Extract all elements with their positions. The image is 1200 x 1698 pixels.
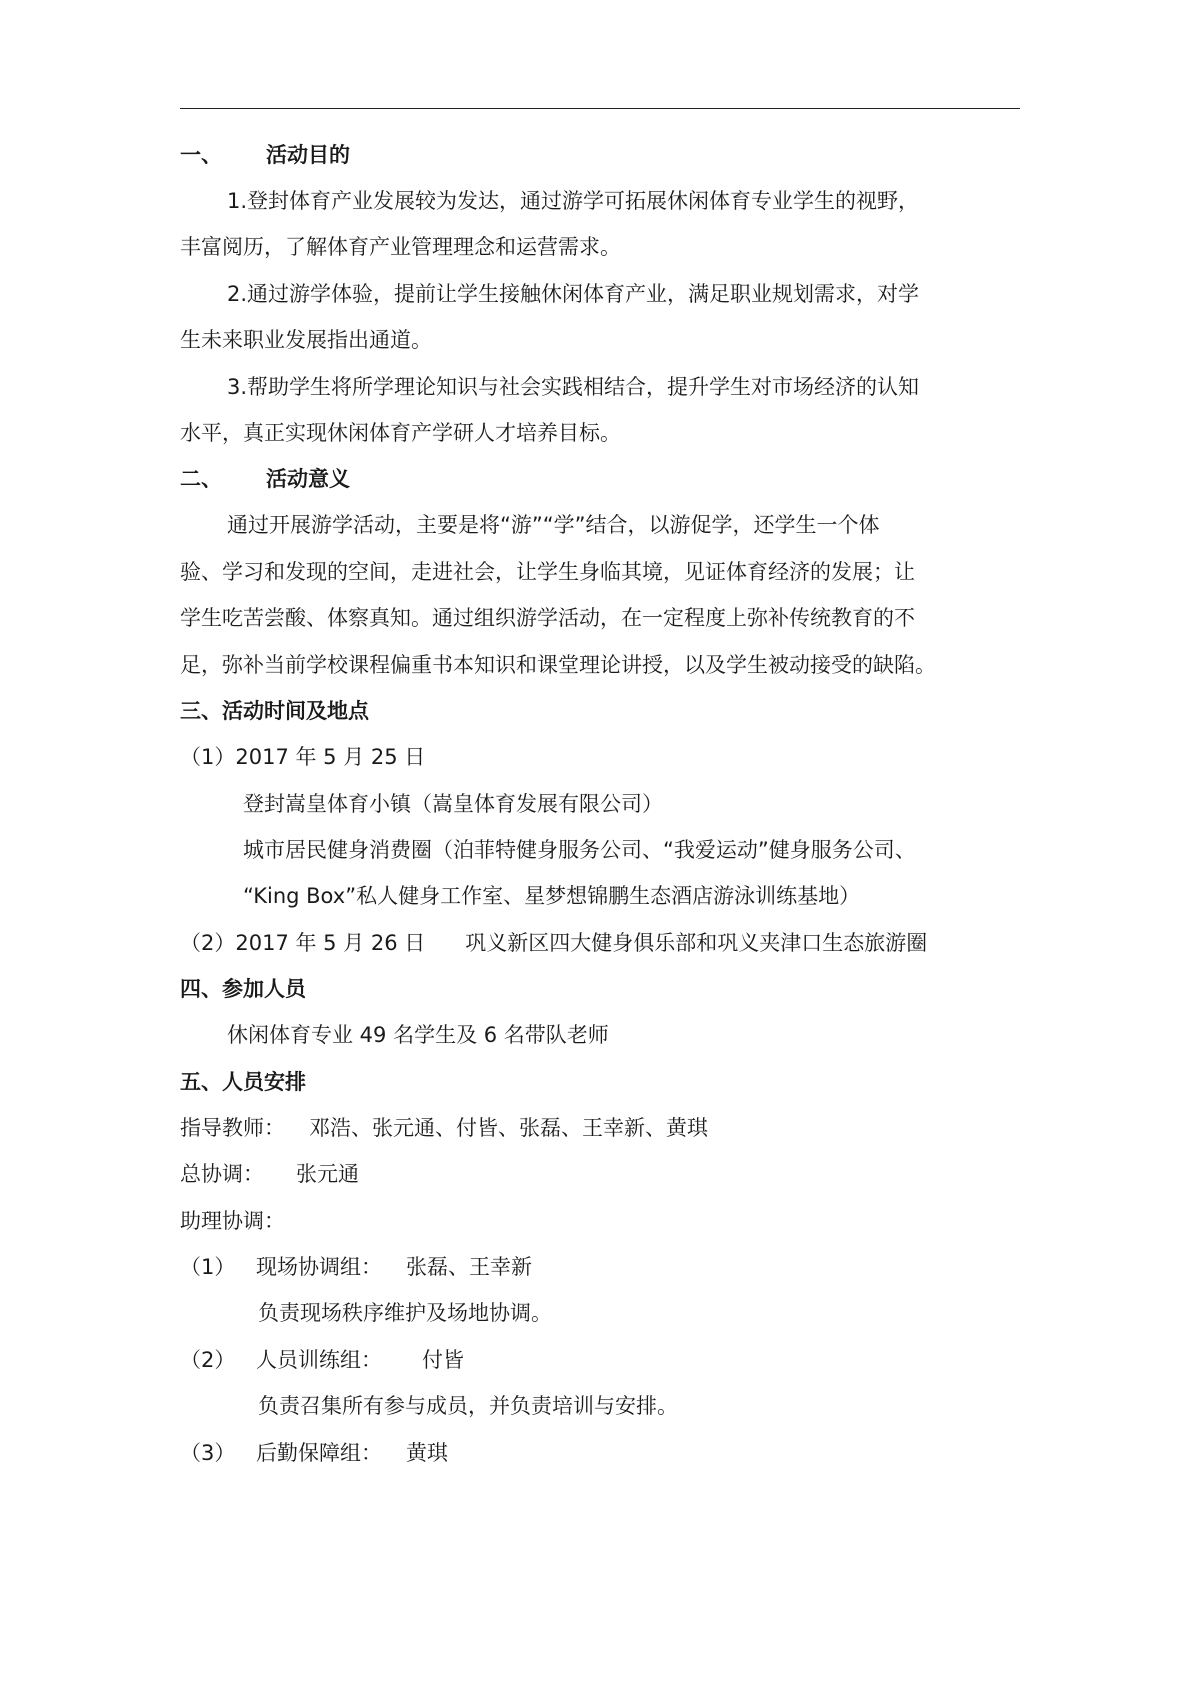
section-1-heading — [180, 140, 1020, 170]
group-2-duty: 负责召集所有参与成员，并负责培训与安排。 — [258, 1394, 678, 1418]
date-1-location-b: 城市居民健身消费圈（泊菲特健身服务公司、“我爱运动”健身服务公司、 — [243, 838, 916, 862]
assistant-coordination-label: 助理协调： — [180, 1209, 285, 1233]
group-2-names: 付皆 — [422, 1348, 464, 1372]
group-3-row — [180, 1438, 1020, 1468]
participants-text: 休闲体育专业 49 名学生及 6 名带队老师 — [227, 1023, 609, 1047]
group-3-names: 黄琪 — [406, 1441, 448, 1465]
coordinator-label: 总协调： — [180, 1162, 264, 1186]
group-3-number: （3） — [180, 1441, 236, 1465]
group-1-names: 张磊、王幸新 — [406, 1255, 532, 1279]
section-1-title: 活动目的 — [266, 143, 350, 167]
paragraph-1-line-2: 丰富阅历，了解体育产业管理理念和运营需求。 — [180, 235, 621, 259]
significance-line-1: 通过开展游学活动，主要是将“游”“学”结合，以游促学，还学生一个体 — [227, 513, 880, 537]
group-2-row — [180, 1345, 1020, 1375]
coordinator-name: 张元通 — [296, 1162, 359, 1186]
section-2-title: 活动意义 — [266, 467, 350, 491]
significance-line-2: 验、学习和发现的空间，走进社会，让学生身临其境，见证体育经济的发展；让 — [180, 560, 915, 584]
date-1-location-a: 登封嵩皇体育小镇（嵩皇体育发展有限公司） — [243, 792, 663, 816]
group-3-label: 后勤保障组： — [256, 1441, 382, 1465]
group-2-label: 人员训练组： — [256, 1348, 382, 1372]
date-1: （1）2017 年 5 月 25 日 — [180, 745, 426, 769]
group-1-row — [180, 1252, 1020, 1282]
date-1-location-c: “King Box”私人健身工作室、星梦想锦鹏生态酒店游泳训练基地） — [243, 884, 861, 908]
date-2-row — [180, 928, 1020, 958]
section-5-heading: 五、人员安排 — [180, 1070, 306, 1094]
advisors-names: 邓浩、张元通、付皆、张磊、王幸新、黄琪 — [309, 1116, 708, 1140]
paragraph-2-line-1: 2.通过游学体验，提前让学生接触休闲体育产业，满足职业规划需求，对学 — [227, 282, 920, 306]
date-2-location: 巩义新区四大健身俱乐部和巩义夹津口生态旅游圈 — [465, 931, 928, 955]
coordinator-row — [180, 1159, 1020, 1189]
significance-line-3: 学生吃苦尝酸、体察真知。通过组织游学活动，在一定程度上弥补传统教育的不 — [180, 606, 915, 630]
advisors-row — [180, 1113, 1020, 1143]
significance-line-4: 足，弥补当前学校课程偏重书本知识和课堂理论讲授，以及学生被动接受的缺陷。 — [180, 653, 936, 677]
group-1-number: （1） — [180, 1255, 236, 1279]
paragraph-3-line-1: 3.帮助学生将所学理论知识与社会实践相结合，提升学生对市场经济的认知 — [227, 375, 920, 399]
group-1-duty: 负责现场秩序维护及场地协调。 — [258, 1301, 552, 1325]
section-1-number: 一、 — [180, 143, 222, 167]
section-2-heading — [180, 464, 1020, 494]
section-4-heading: 四、参加人员 — [180, 977, 306, 1001]
paragraph-1-line-1: 1.登封体育产业发展较为发达，通过游学可拓展休闲体育专业学生的视野， — [227, 189, 920, 213]
group-1-label: 现场协调组： — [256, 1255, 382, 1279]
date-2: （2）2017 年 5 月 26 日 — [180, 931, 426, 955]
section-3-heading: 三、活动时间及地点 — [180, 699, 369, 723]
group-2-number: （2） — [180, 1348, 236, 1372]
paragraph-2-line-2: 生未来职业发展指出通道。 — [180, 328, 432, 352]
header-rule — [180, 108, 1020, 109]
advisors-label: 指导教师： — [180, 1116, 285, 1140]
paragraph-3-line-2: 水平，真正实现休闲体育产学研人才培养目标。 — [180, 421, 621, 445]
section-2-number: 二、 — [180, 467, 222, 491]
